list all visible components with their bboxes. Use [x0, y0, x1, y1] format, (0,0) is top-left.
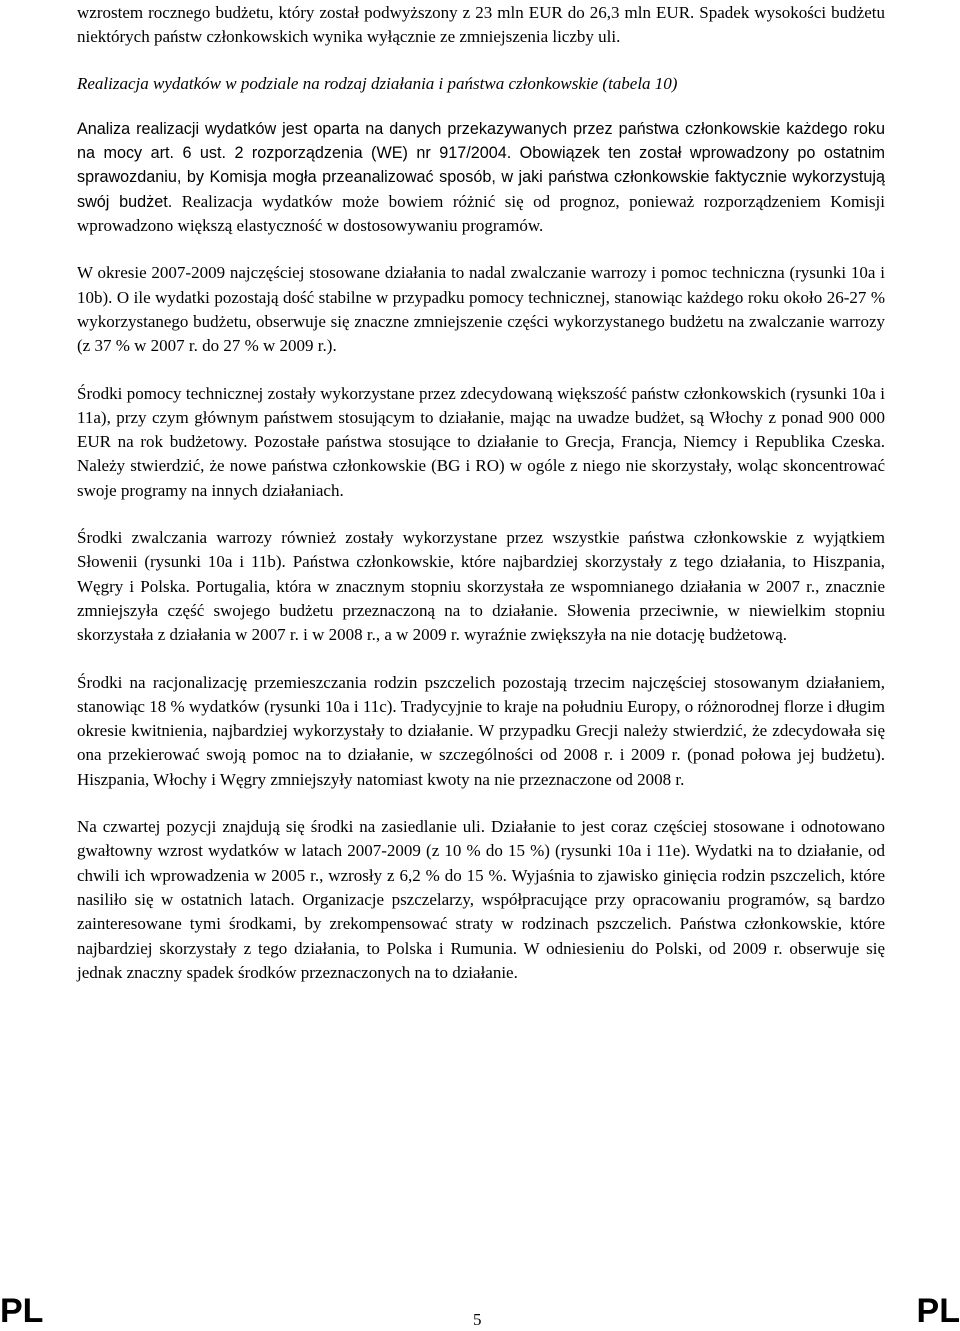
paragraph-restocking: Na czwartej pozycji znajdują się środki na zasiedlanie uli. Działanie to jest coraz częściej stosowane i odnotowano gwałtowny wzrost wydatków w latach 2007-2009 (z 10 % do 15 %) (rysunki 10a i 11e). Wydatki na to działanie, od chwili ich wprowadzenia w 2005 r., wzrosły z 6,2 % do 15 %. Wyjaśnia to zjawisko ginięcia rodzin pszczelich, które nasiliło się w ostatnich latach. Organizacje pszczelarzy, współpracujące przy opracowaniu programów, są bardzo zainteresowane tymi środkami, by zrekompensować straty w rodzinach pszczelich. Państwa członkowskie, które najbardziej skorzystały z tego działania, to Polska i Rumunia. W odniesieniu do Polski, od 2009 r. obserwuje się jednak znaczny spadek środków przeznaczonych na to działanie.: [77, 817, 885, 982]
section-subheading: Realizacja wydatków w podziale na rodzaj działania i państwa członkowskie (tabela 10): [77, 73, 678, 93]
paragraph-transhumance: Środki na racjonalizację przemieszczania rodzin pszczelich pozostają trzecim najczęściej stosowanym działaniem, stanowiąc 18 % wydatków (rysunki 10a i 11c). Tradycyjnie to kraje na południu Europy, o różnorodnej florze i długim okresie kwitnienia, najbardziej wykorzystały to działanie. W przypadku Grecji należy stwierdzić, że zdecydowała się ona przekierować swoją pomoc na to działanie, w szczególności od 2008 r. i 2009 r. (ponad połowa jej budżetu). Hiszpania, Włochy i Węgry zmniejszyły natomiast kwoty na nie przeznaczone od 2008 r.: [77, 672, 885, 789]
document-body: [77, 0, 885, 985]
paragraph-technical-assistance: Środki pomocy technicznej zostały wykorzystane przez zdecydowaną większość państw członkowskich (rysunki 10a i 11a), przy czym głównym państwem stosującym to działanie, mając na uwadze budżet, są Włochy z ponad 900 000 EUR na rok budżetowy. Pozostałe państwa stosujące to działanie to Grecja, Francja, Niemcy i Republika Czeska. Należy stwierdzić, że nowe państwa członkowskie (BG i RO) w ogóle z niego nie skorzystały, woląc skoncentrować swoje programy na innych działaniach.: [77, 383, 885, 500]
footer-language-label-right: PL: [916, 1292, 960, 1330]
paragraph-varroa: Środki zwalczania warrozy również zostały wykorzystane przez wszystkie państwa członkowskie z wyjątkiem Słowenii (rysunki 10a i 11b). Państwa członkowskie, które najbardziej skorzystały z tego działania, to Hiszpania, Węgry i Polska. Portugalia, która w znacznym stopniu skorzystała ze wspomnianego działania w 2007 r., znacznie zmniejszyła część swojego budżetu przeznaczoną na to działanie. Słowenia przeciwnie, w niewielkim stopniu skorzystała z działania w 2007 r. i w 2008 r., a w 2009 r. wyraźnie zwiększyła na nie dotację budżetową.: [77, 528, 885, 645]
paragraph-analysis-sans-text: Analiza realizacji wydatków jest oparta na danych przekazywanych przez państwa członkowskie każdego roku na mocy art. 6 ust. 2 rozporządzenia (WE) nr 917/2004. Obowiązek ten został wprowadzony po ostatnim sprawozdaniu, by Komisja mogła przeanalizować sposób, w jaki państwa członkowskie faktycznie wykorzystują swój budżet.: [77, 119, 885, 211]
paragraph-analysis: [77, 117, 885, 238]
paragraph-period-2007-2009: W okresie 2007-2009 najczęściej stosowane działania to nadal zwalczanie warrozy i pomoc techniczna (rysunki 10a i 10b). O ile wydatki pozostają dość stabilne w przypadku pomocy technicznej, stanowiąc każdego roku około 26-27 % wykorzystanego budżetu, obserwuje się znaczne zmniejszenie części wykorzystanego budżetu na zwalczanie warrozy (z 37 % w 2007 r. do 27 % w 2009 r.).: [77, 263, 885, 356]
paragraph-analysis-serif-text: Realizacja wydatków może bowiem różnić się od prognoz, ponieważ rozporządzeniem Komisji wprowadzono większą elastyczność w dostosowywaniu programów.: [77, 191, 885, 236]
footer-language-label-left: PL: [0, 1292, 44, 1330]
page-number: 5: [473, 1310, 482, 1329]
intro-paragraph: wzrostem rocznego budżetu, który został podwyższony z 23 mln EUR do 26,3 mln EUR. Spadek wysokości budżetu niektórych państw członkowskich wynika wyłącznie ze zmniejszenia liczby uli.: [77, 3, 885, 47]
